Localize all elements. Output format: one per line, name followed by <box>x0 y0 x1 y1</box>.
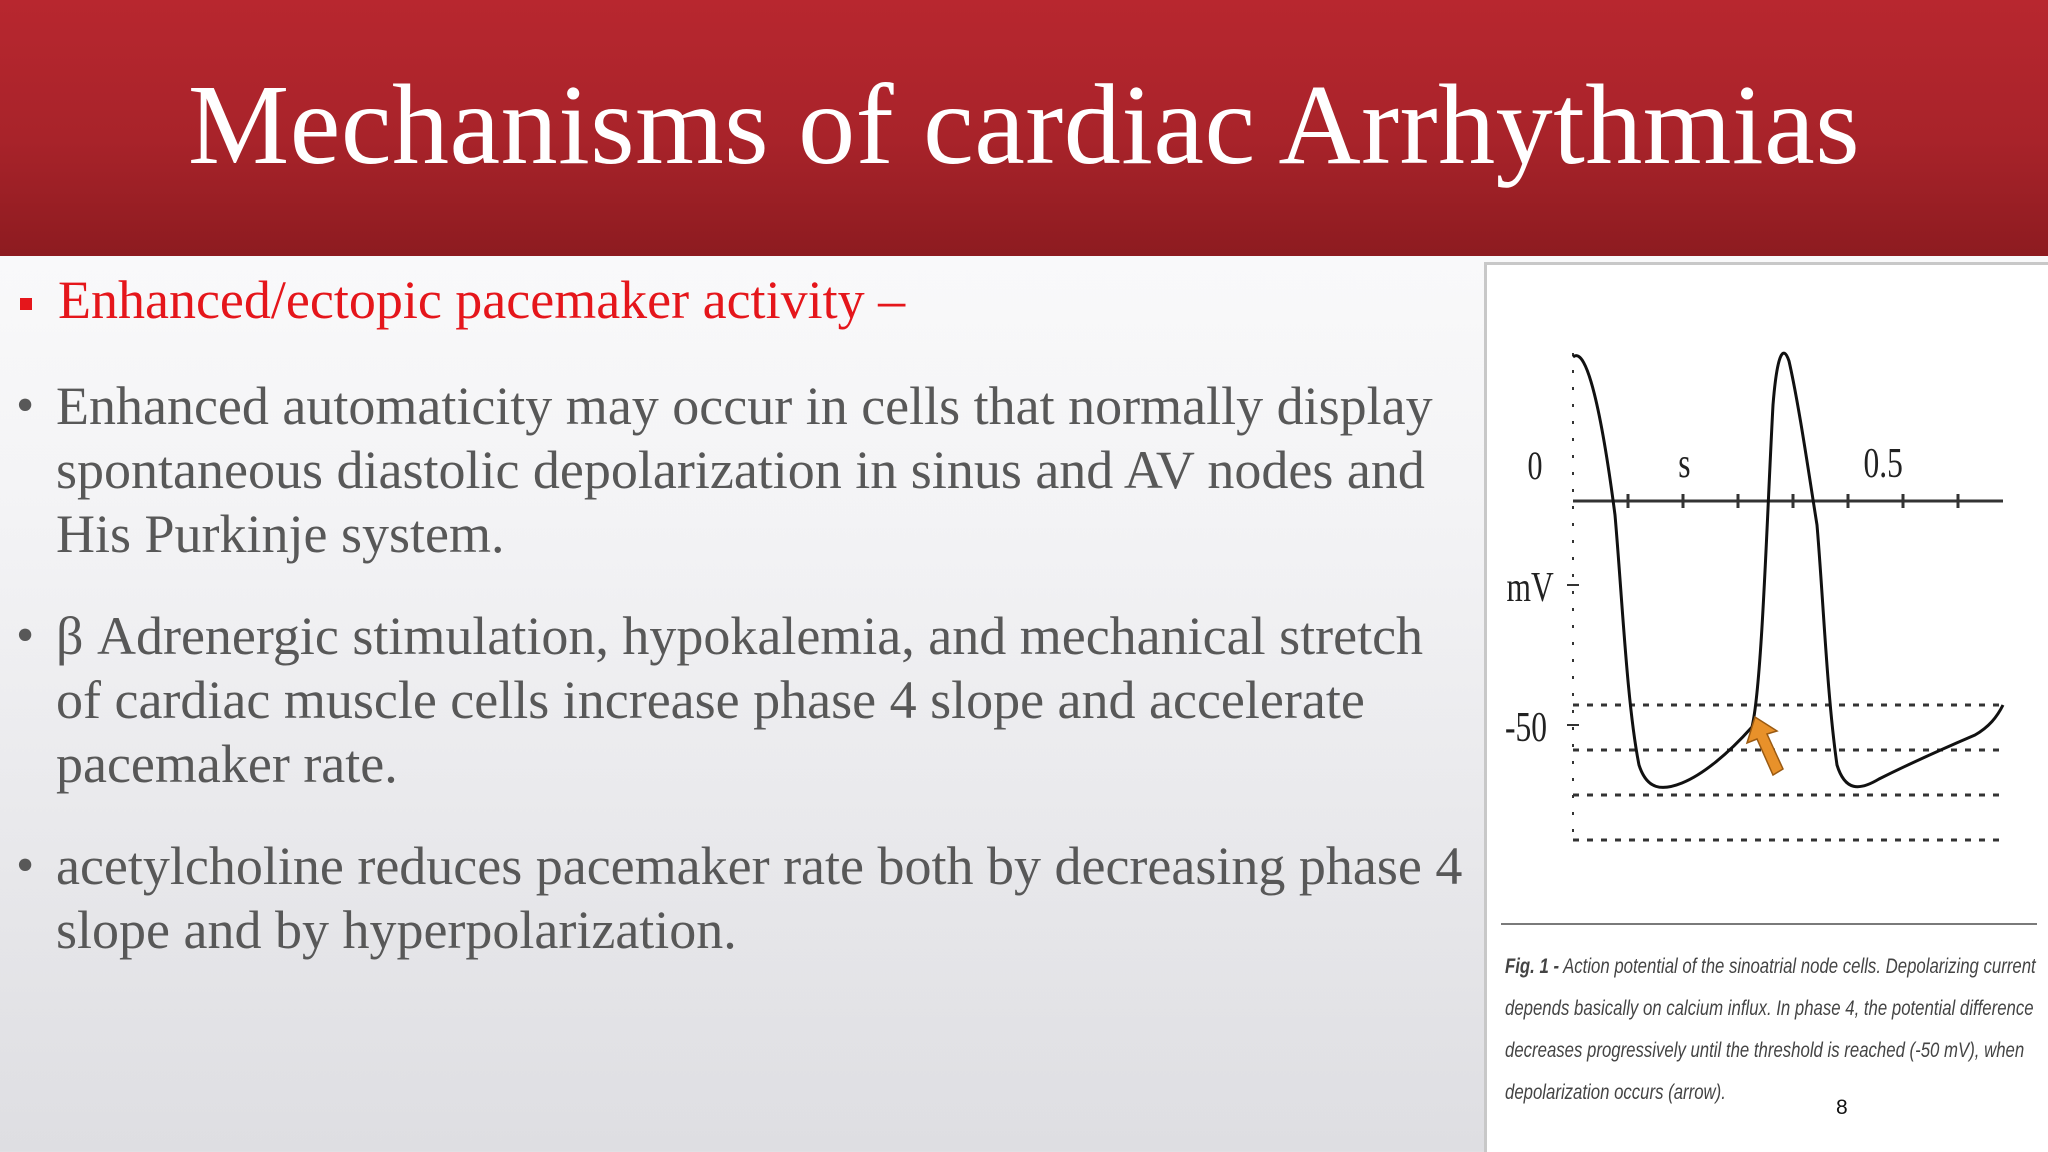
caption-text: Action potential of the sinoatrial node cells. Depolarizing current depends basically on calcium influx. In phase 4, the potential difference decreases progressively until the threshold is reached (-50 mV), when depolarization occurs (arrow). <box>1505 954 2036 1104</box>
caption-divider <box>1501 923 2037 925</box>
y-tick-neg50: -50 <box>1505 704 1547 752</box>
heading-row <box>14 268 1474 332</box>
bullet-dot-icon: • <box>16 377 35 434</box>
caption-fig-label: Fig. 1 - <box>1505 954 1560 978</box>
x-tick-05: 0.5 <box>1863 440 1903 488</box>
y-tick-zero: 0 <box>1527 442 1543 489</box>
depolarization-arrow-icon <box>1747 717 1783 775</box>
bullet-text: Enhanced automaticity may occur in cells that normally display spontaneous diastolic depolarization in sinus and AV nodes and His Purkinje system. <box>56 376 1433 564</box>
slide-title: Mechanisms of cardiac Arrhythmias <box>187 61 1861 188</box>
title-banner <box>0 0 2048 256</box>
section-heading: Enhanced/ectopic pacemaker activity – <box>58 270 906 330</box>
page-number: 8 <box>1836 1096 1848 1119</box>
bullet-text: β Adrenergic stimulation, hypokalemia, and mechanical stretch of cardiac muscle cells increase phase 4 slope and accelerate pacemaker rate. <box>56 606 1424 794</box>
slide-content <box>14 268 1474 962</box>
bullet-text: acetylcholine reduces pacemaker rate both by decreasing phase 4 slope and by hyperpolarization. <box>56 836 1463 960</box>
bullet-dot-icon: • <box>16 607 35 664</box>
y-axis-label: mV <box>1506 564 1554 612</box>
threshold-lines <box>1573 705 2003 840</box>
bullet-item <box>14 834 1474 962</box>
bullet-item <box>14 604 1474 796</box>
action-potential-trace <box>1573 353 2003 787</box>
figure-caption <box>1505 945 2043 1113</box>
x-label-s: s <box>1678 440 1691 488</box>
bullet-dot-icon: • <box>16 837 35 894</box>
square-bullet-icon <box>20 298 32 310</box>
action-potential-figure <box>1484 262 2048 1152</box>
action-potential-graph <box>1487 265 2048 925</box>
bullet-item <box>14 374 1474 566</box>
